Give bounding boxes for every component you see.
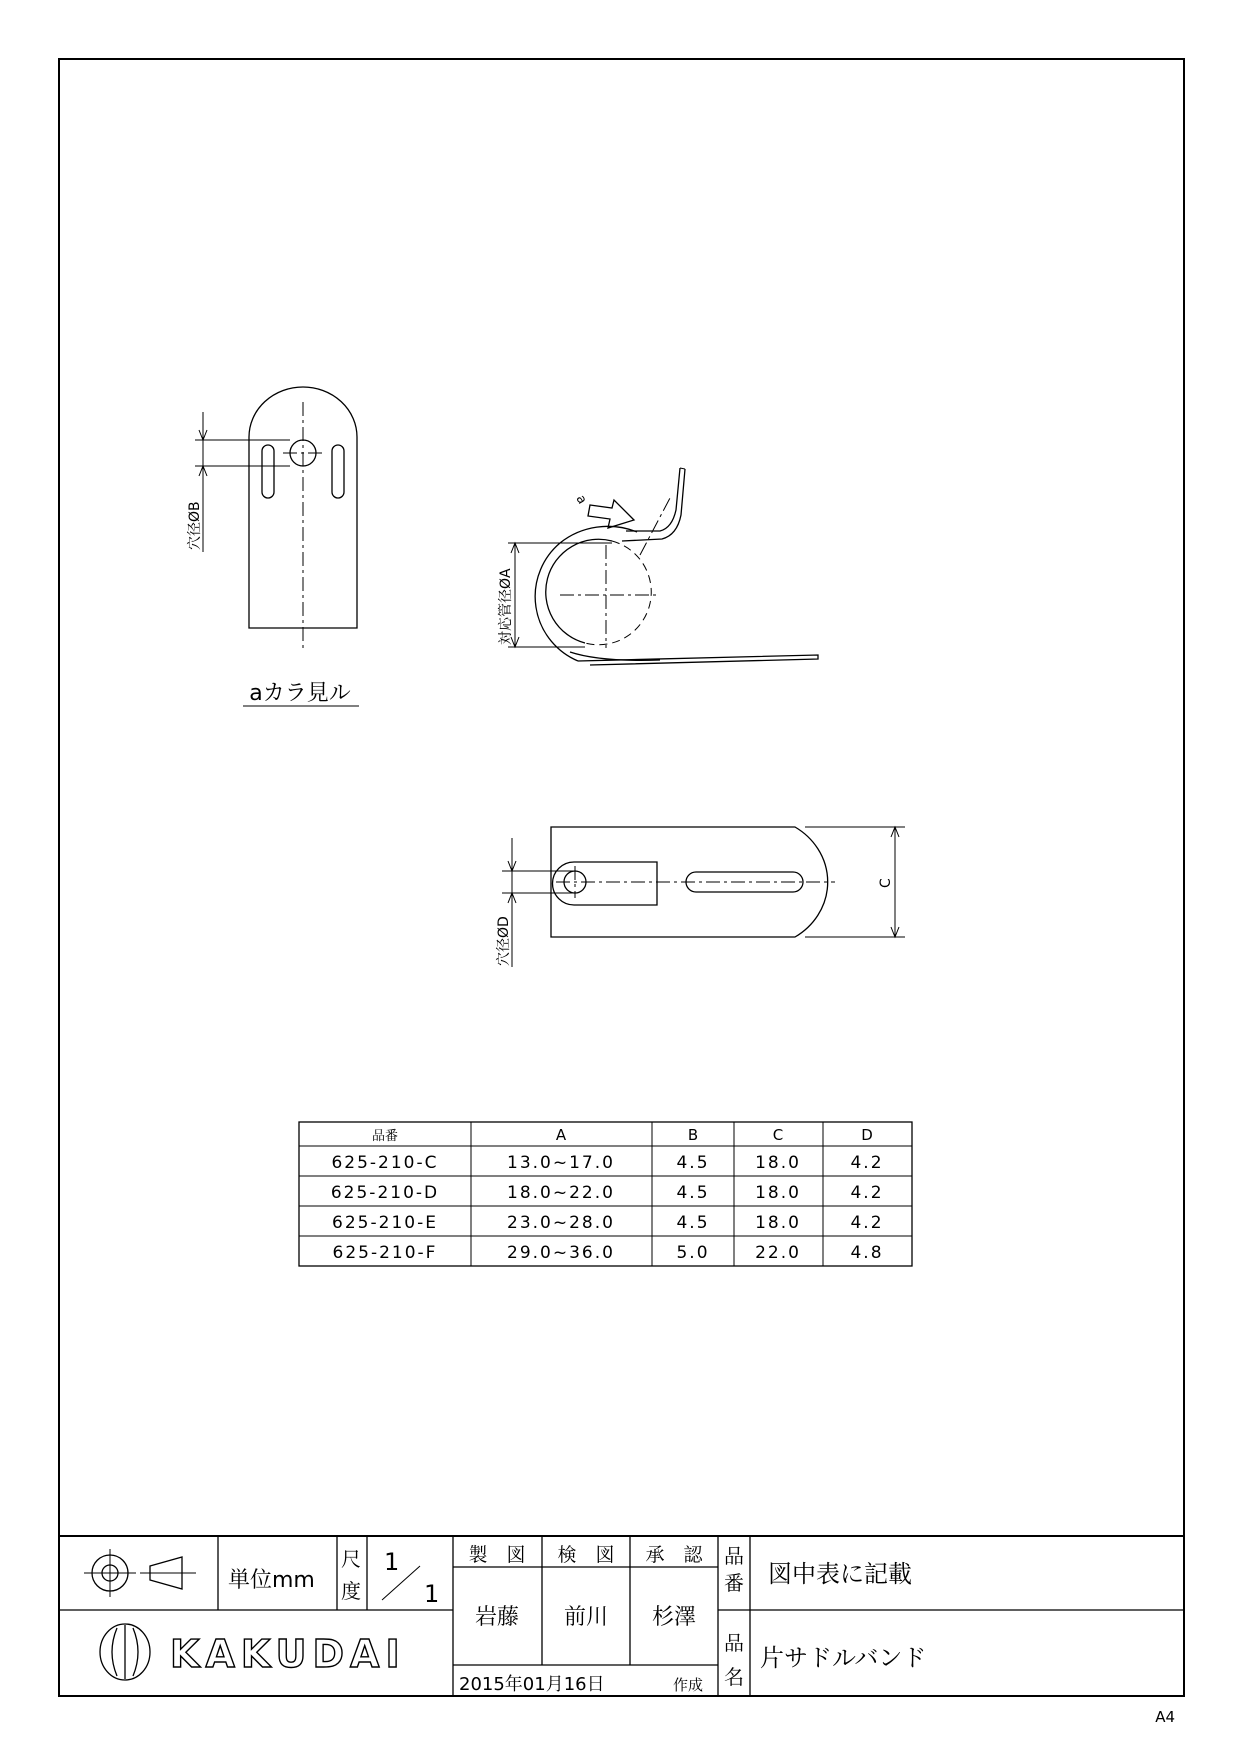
- table-cell: 13.0~17.0: [507, 1153, 615, 1173]
- date-suffix: 作成: [673, 1676, 704, 1694]
- table-cell: 625-210-D: [330, 1183, 440, 1203]
- kakudai-logo: [100, 1624, 406, 1680]
- table-cell: 18.0~22.0: [507, 1183, 615, 1203]
- saddle-band-outer: [535, 526, 637, 661]
- scale-numerator: 1: [384, 1548, 400, 1576]
- part-no-value: 図中表に記載: [768, 1560, 912, 1588]
- saddle-lip-outer: [626, 468, 680, 531]
- saddle-lip-tip: [680, 468, 685, 469]
- table-cell: 625-210-C: [331, 1153, 439, 1173]
- table-cell: 4.5: [676, 1153, 710, 1173]
- side-view-slot-left: [262, 445, 274, 498]
- table-cell: 625-210-F: [332, 1243, 438, 1263]
- front-view: [498, 468, 818, 665]
- scale-label-1: 尺: [341, 1547, 361, 1571]
- drawn-by-label: 製 図: [468, 1544, 526, 1566]
- table-header-a: A: [555, 1126, 567, 1144]
- table-cell: 18.0: [755, 1183, 801, 1203]
- part-no-label-1: 品: [724, 1544, 744, 1568]
- saddle-band-inner: [546, 539, 612, 643]
- table-cell: 4.5: [676, 1183, 710, 1203]
- hole-d-label: 穴径ØD: [496, 916, 512, 966]
- table-cell: 22.0: [755, 1243, 801, 1263]
- lip-centerline: [640, 498, 670, 555]
- drawn-by-name: 岩藤: [474, 1605, 520, 1630]
- table-cell: 18.0: [755, 1153, 801, 1173]
- side-view-caption: aカラ見ル: [249, 681, 351, 706]
- plan-view: [496, 827, 905, 967]
- brand-name: KAKUDAI: [170, 1632, 406, 1676]
- view-a-arrow: [588, 500, 634, 528]
- approved-by-name: 杉澤: [651, 1605, 697, 1630]
- scale-label-2: 度: [341, 1579, 361, 1603]
- table-cell: 4.8: [850, 1243, 884, 1263]
- part-name-value: 片サドルバンド: [760, 1644, 927, 1672]
- pipe-a-label: 対応管径ØA: [498, 568, 514, 645]
- table-header-b: B: [687, 1126, 699, 1144]
- part-no-label-2: 番: [724, 1571, 744, 1595]
- table-cell: 4.2: [850, 1213, 884, 1233]
- table-header-c: C: [772, 1126, 784, 1144]
- paper-size-label: A4: [1155, 1708, 1175, 1726]
- hole-b-label: 穴径ØB: [187, 501, 203, 550]
- table-cell: 23.0~28.0: [507, 1213, 615, 1233]
- part-name-label-2: 名: [724, 1665, 744, 1689]
- pipe-hidden-outline: [585, 541, 651, 645]
- side-view-slot-right: [332, 445, 344, 498]
- table-cell: 29.0~36.0: [507, 1243, 615, 1263]
- table-cell: 4.2: [850, 1153, 884, 1173]
- checked-by-name: 前川: [563, 1605, 609, 1630]
- table-cell: 4.5: [676, 1213, 710, 1233]
- projection-symbol-icon: [84, 1549, 196, 1597]
- table-cell: 4.2: [850, 1183, 884, 1203]
- spec-table: [299, 1122, 912, 1266]
- approved-by-label: 承 認: [645, 1544, 703, 1566]
- table-header-part-no: 品番: [371, 1129, 399, 1144]
- table-header-d: D: [861, 1126, 873, 1144]
- drawing-frame: [59, 59, 1184, 1696]
- table-cell: 5.0: [676, 1243, 710, 1263]
- part-name-label-1: 品: [724, 1631, 744, 1655]
- table-cell: 625-210-E: [332, 1213, 438, 1233]
- drawing-date: 2015年01月16日: [459, 1674, 605, 1695]
- side-view: [187, 387, 359, 706]
- scale-denominator: 1: [424, 1580, 440, 1608]
- unit-label: 単位mm: [228, 1568, 315, 1593]
- plan-view-tab: [553, 862, 658, 905]
- width-c-label: C: [878, 878, 894, 888]
- title-block: [59, 1536, 1184, 1696]
- table-cell: 18.0: [755, 1213, 801, 1233]
- checked-by-label: 検 図: [557, 1544, 615, 1566]
- arrow-a-label: a: [572, 492, 590, 507]
